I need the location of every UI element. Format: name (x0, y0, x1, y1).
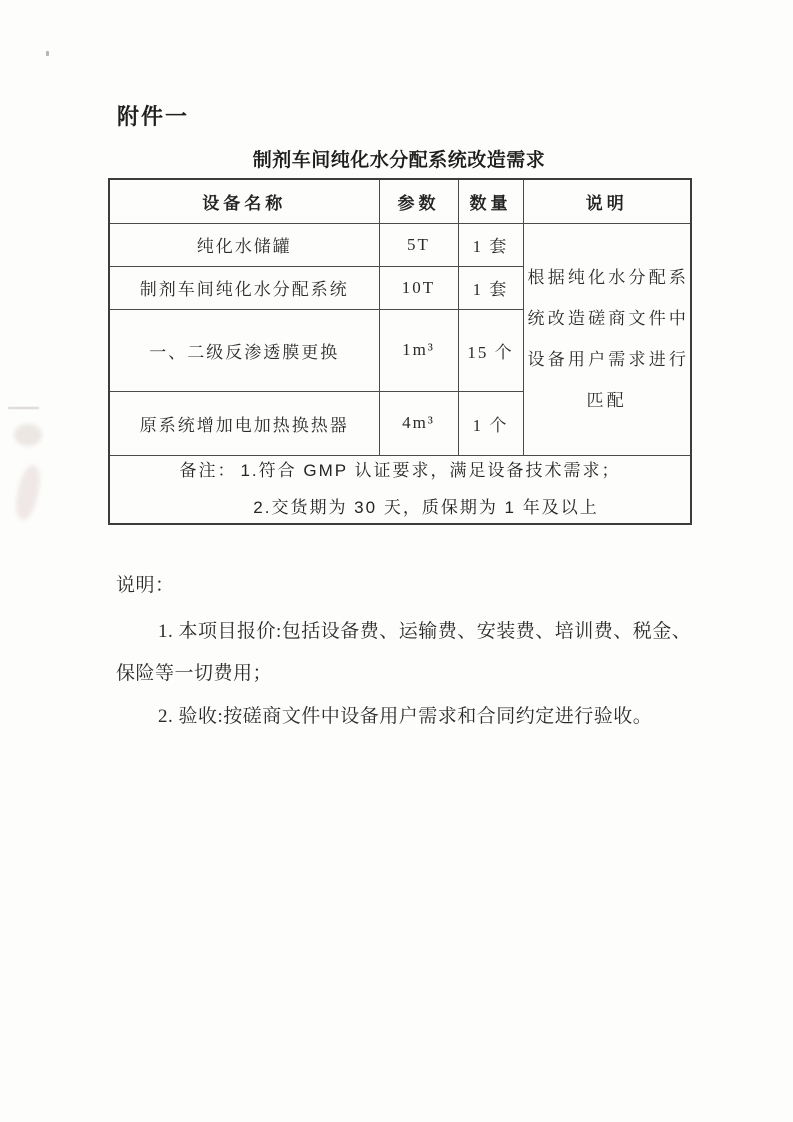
description-line: 匹配 (586, 391, 627, 410)
remark-line-1 (114, 456, 686, 486)
note-item1-line2: 保险等一切费用； (116, 663, 273, 684)
quantity-cell: 1 个 (458, 391, 523, 455)
scan-artifact (8, 407, 39, 409)
description-line: 设备用户需求进行 (527, 350, 690, 369)
remark-text-1: 1.符合 GMP 认证要求，满足设备技术需求； (240, 460, 621, 480)
quantity-cell: 1 套 (458, 223, 523, 266)
header-quantity: 数量 (458, 179, 523, 223)
description-line: 根据纯化水分配系 (527, 268, 690, 287)
scan-artifact (13, 464, 44, 522)
notes-heading: 说明： (116, 575, 175, 596)
header-parameter: 参数 (379, 179, 458, 223)
attachment-label: 附件一 (117, 104, 190, 129)
scan-artifact (14, 424, 42, 446)
header-equipment-name: 设备名称 (109, 179, 379, 223)
parameter-cell: 1m³ (379, 309, 458, 391)
quantity-cell: 1 套 (458, 266, 523, 309)
requirements-table (108, 178, 692, 525)
note-item2: 2. 验收:按磋商文件中设备用户需求和合同约定进行验收。 (158, 706, 653, 727)
table-row (109, 223, 691, 266)
scan-artifact (46, 51, 49, 56)
parameter-cell: 4m³ (379, 391, 458, 455)
remark-label: 备注： (179, 460, 237, 480)
table-header-row (109, 179, 691, 223)
remark-line-2: 2.交货期为 30 天，质保期为 1 年及以上 (253, 497, 599, 517)
table-title: 制剂车间纯化水分配系统改造需求 (252, 150, 546, 171)
equipment-name-cell: 制剂车间纯化水分配系统 (109, 266, 379, 309)
equipment-name-cell: 纯化水储罐 (109, 223, 379, 266)
description-merged-cell (523, 223, 691, 455)
equipment-name-cell: 原系统增加电加热换热器 (109, 391, 379, 455)
quantity-cell: 15 个 (458, 309, 523, 391)
equipment-name-cell: 一、二级反渗透膜更换 (109, 309, 379, 391)
remark-cell (109, 455, 691, 524)
note-item1-line1: 1. 本项目报价:包括设备费、运输费、安装费、培训费、税金、 (158, 621, 692, 642)
parameter-cell: 10T (379, 266, 458, 309)
description-line: 统改造磋商文件中 (527, 309, 690, 328)
remark-row (109, 455, 691, 524)
header-description: 说明 (523, 179, 691, 223)
parameter-cell: 5T (379, 223, 458, 266)
